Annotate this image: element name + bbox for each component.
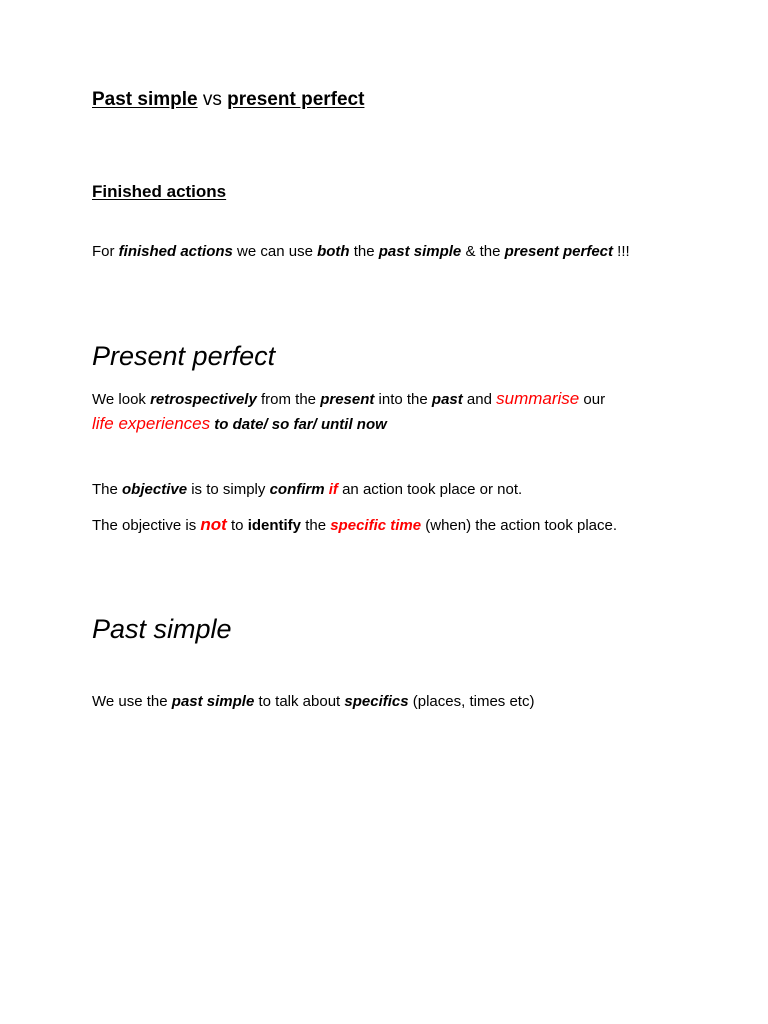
text-run: For	[92, 243, 119, 260]
text-run: is to simply	[187, 481, 270, 498]
finished-actions-heading: Finished actions	[92, 182, 227, 201]
text-run: !!!	[613, 243, 630, 260]
emphasis-run: present	[320, 391, 375, 408]
text-run: We use the	[92, 693, 172, 710]
title-connector: vs	[197, 89, 228, 110]
text-run: The	[92, 481, 123, 498]
text-run: the	[349, 243, 379, 260]
emphasis-run: confirm	[269, 481, 325, 498]
emphasis-run: objective	[122, 481, 188, 498]
finished-actions-paragraph	[92, 242, 630, 262]
text-run: & the	[461, 243, 505, 260]
emphasis-run: specifics	[344, 693, 409, 710]
emphasis-run: finished actions	[118, 243, 233, 260]
red-emphasis-run: if	[328, 481, 338, 498]
text-run: into the	[374, 391, 432, 408]
text-run: We look	[92, 391, 151, 408]
text-run: from the	[256, 391, 321, 408]
present-perfect-line-2	[92, 414, 387, 435]
objective-line-1	[92, 480, 522, 500]
text-run: The objective is	[92, 517, 201, 534]
emphasis-run: past simple	[378, 243, 462, 260]
red-emphasis-run: not	[200, 515, 227, 534]
page-title	[92, 88, 364, 112]
emphasis-run: retrospectively	[150, 391, 257, 408]
text-run: to	[226, 517, 248, 534]
red-emphasis-run: summarise	[496, 389, 580, 408]
text-run: to talk about	[254, 693, 345, 710]
objective-line-2	[92, 515, 617, 536]
emphasis-run: past simple	[171, 693, 255, 710]
text-run: (places, times etc)	[408, 693, 535, 710]
past-simple-line	[92, 692, 534, 712]
text-run: (when) the action took place.	[421, 517, 618, 534]
text-run: an action took place or not.	[337, 481, 523, 498]
text-run: the	[301, 517, 331, 534]
title-past-simple: Past simple	[92, 89, 198, 110]
title-present-perfect: present perfect	[227, 89, 365, 110]
bold-run: identify	[247, 517, 302, 534]
past-simple-heading: Past simple	[92, 614, 232, 644]
emphasis-run: past	[431, 391, 463, 408]
red-emphasis-run: specific time	[330, 517, 422, 534]
text-run: our	[579, 391, 606, 408]
red-emphasis-run: life experiences	[92, 414, 211, 433]
present-perfect-heading: Present perfect	[92, 341, 276, 371]
emphasis-run: to date/ so far/ until now	[210, 416, 387, 433]
emphasis-run: present perfect	[504, 243, 614, 260]
present-perfect-line-1	[92, 389, 605, 410]
emphasis-run: both	[317, 243, 350, 260]
text-run: we can use	[232, 243, 318, 260]
text-run: and	[462, 391, 497, 408]
